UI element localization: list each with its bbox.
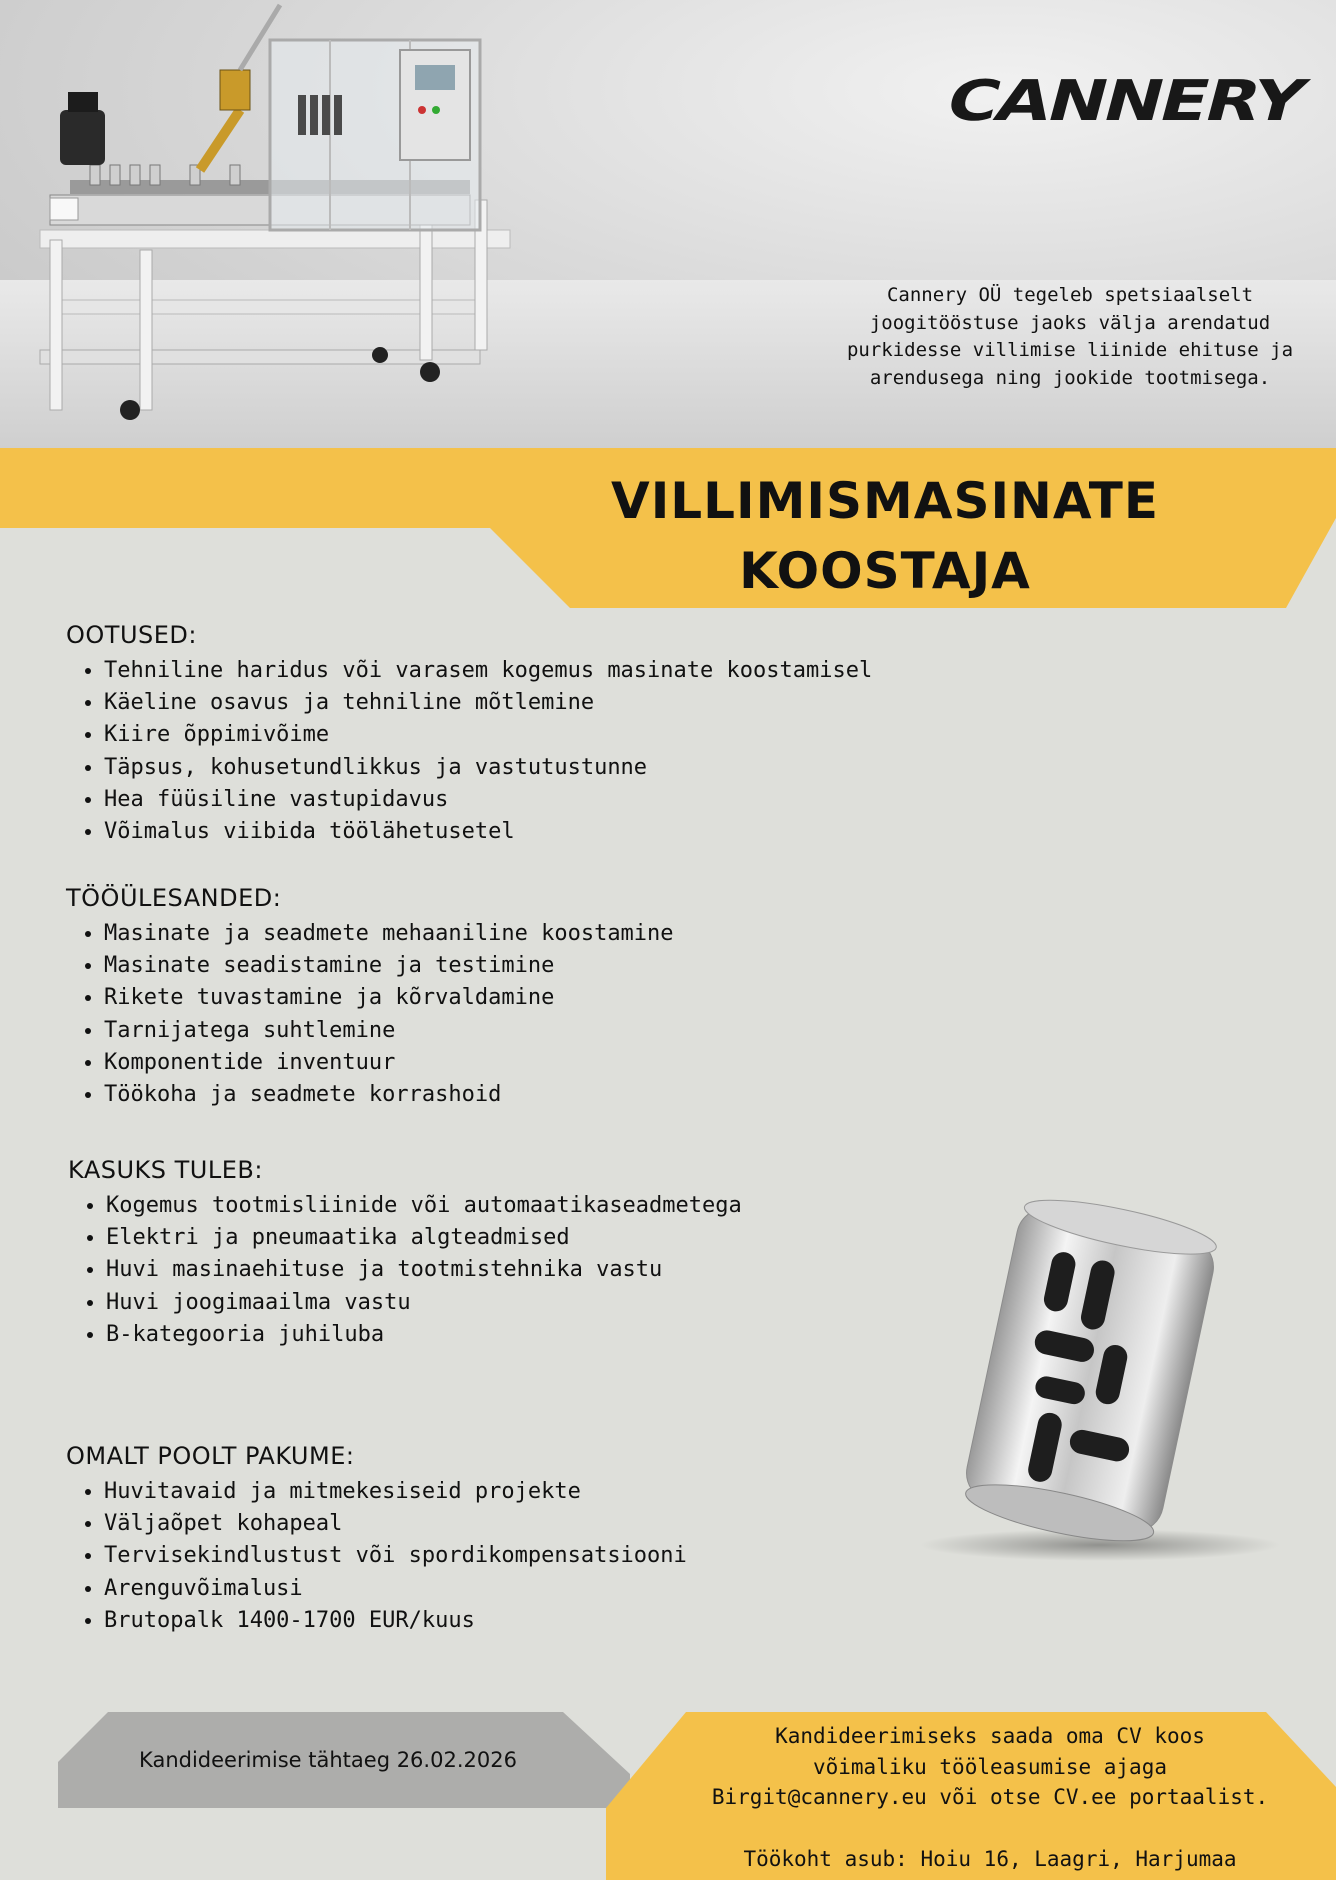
section-heading: OOTUSED: bbox=[66, 621, 197, 649]
section-offer bbox=[66, 1440, 966, 1637]
list-item: • Masinate seadistamine ja testimine bbox=[104, 950, 966, 982]
cannery-logo bbox=[939, 69, 1311, 134]
canning-machine-image bbox=[30, 0, 600, 448]
list-item: • Masinate ja seadmete mehaaniline koostamine bbox=[104, 918, 966, 950]
list-item: • Huvitavaid ja mitmekesiseid projekte bbox=[104, 1476, 966, 1508]
list-item: • Brutopalk 1400-1700 EUR/kuus bbox=[104, 1605, 966, 1637]
section-heading: OMALT POOLT PAKUME: bbox=[66, 1442, 355, 1470]
application-instructions bbox=[690, 1721, 1290, 1813]
list-item: • Huvi masinaehituse ja tootmistehnika vastu bbox=[106, 1254, 968, 1286]
job-title bbox=[540, 466, 1230, 606]
bullet-list bbox=[68, 1190, 968, 1351]
list-item: • Arenguvõimalusi bbox=[104, 1573, 966, 1605]
cannery-can-image bbox=[900, 1190, 1300, 1570]
logo-wordmark: CANNERY bbox=[939, 69, 1311, 134]
list-item: • Käeline osavus ja tehniline mõtlemine bbox=[104, 687, 966, 719]
job-title-line-1: VILLIMISMASINATE bbox=[611, 472, 1159, 530]
company-intro: Cannery OÜ tegeleb spetsiaalselt joogitööstuse jaoks välja arendatud purkidesse villimise liinide ehituse ja arendusega ning jookide tootmisega. bbox=[846, 284, 1294, 389]
section-advantages bbox=[68, 1154, 968, 1351]
list-item: • Väljaõpet kohapeal bbox=[104, 1508, 966, 1540]
hero-banner bbox=[0, 0, 1336, 448]
list-item: • Komponentide inventuur bbox=[104, 1047, 966, 1079]
section-heading: TÖÖÜLESANDED: bbox=[66, 884, 282, 912]
list-item: • Tarnijatega suhtlemine bbox=[104, 1015, 966, 1047]
bullet-list bbox=[66, 918, 966, 1111]
list-item: • Täpsus, kohusetundlikkus ja vastutustunne bbox=[104, 752, 966, 784]
apply-line-1: Kandideerimiseks saada oma CV koos bbox=[775, 1724, 1205, 1748]
list-item: • Huvi joogimaailma vastu bbox=[106, 1287, 968, 1319]
bullet-list bbox=[66, 1476, 966, 1637]
bullet-list bbox=[66, 655, 966, 848]
list-item: • Rikete tuvastamine ja kõrvaldamine bbox=[104, 982, 966, 1014]
application-deadline: Kandideerimise tähtaeg 26.02.2026 bbox=[139, 1748, 517, 1772]
list-item: • Elektri ja pneumaatika algteadmised bbox=[106, 1222, 968, 1254]
list-item: • Tervisekindlustust või spordikompensatsiooni bbox=[104, 1540, 966, 1572]
job-location: Töökoht asub: Hoiu 16, Laagri, Harjumaa bbox=[743, 1847, 1237, 1871]
list-item: • Kogemus tootmisliinide või automaatikaseadmetega bbox=[106, 1190, 968, 1222]
list-item: • Tehniline haridus või varasem kogemus masinate koostamisel bbox=[104, 655, 966, 687]
apply-line-2: võimaliku tööleasumise ajaga bbox=[812, 1754, 1167, 1779]
list-item: • Hea füüsiline vastupidavus bbox=[104, 784, 966, 816]
section-heading: KASUKS TULEB: bbox=[68, 1156, 263, 1184]
section-tasks bbox=[66, 882, 966, 1111]
list-item: • B-kategooria juhiluba bbox=[106, 1319, 968, 1351]
apply-line-3: Birgit@cannery.eu või otse CV.ee portaalist. bbox=[711, 1785, 1269, 1809]
section-expectations bbox=[66, 619, 966, 848]
list-item: • Kiire õppimivõime bbox=[104, 719, 966, 751]
list-item: • Võimalus viibida töölähetusetel bbox=[104, 816, 966, 848]
job-title-line-2: KOOSTAJA bbox=[739, 542, 1031, 600]
list-item: • Töökoha ja seadmete korrashoid bbox=[104, 1079, 966, 1111]
